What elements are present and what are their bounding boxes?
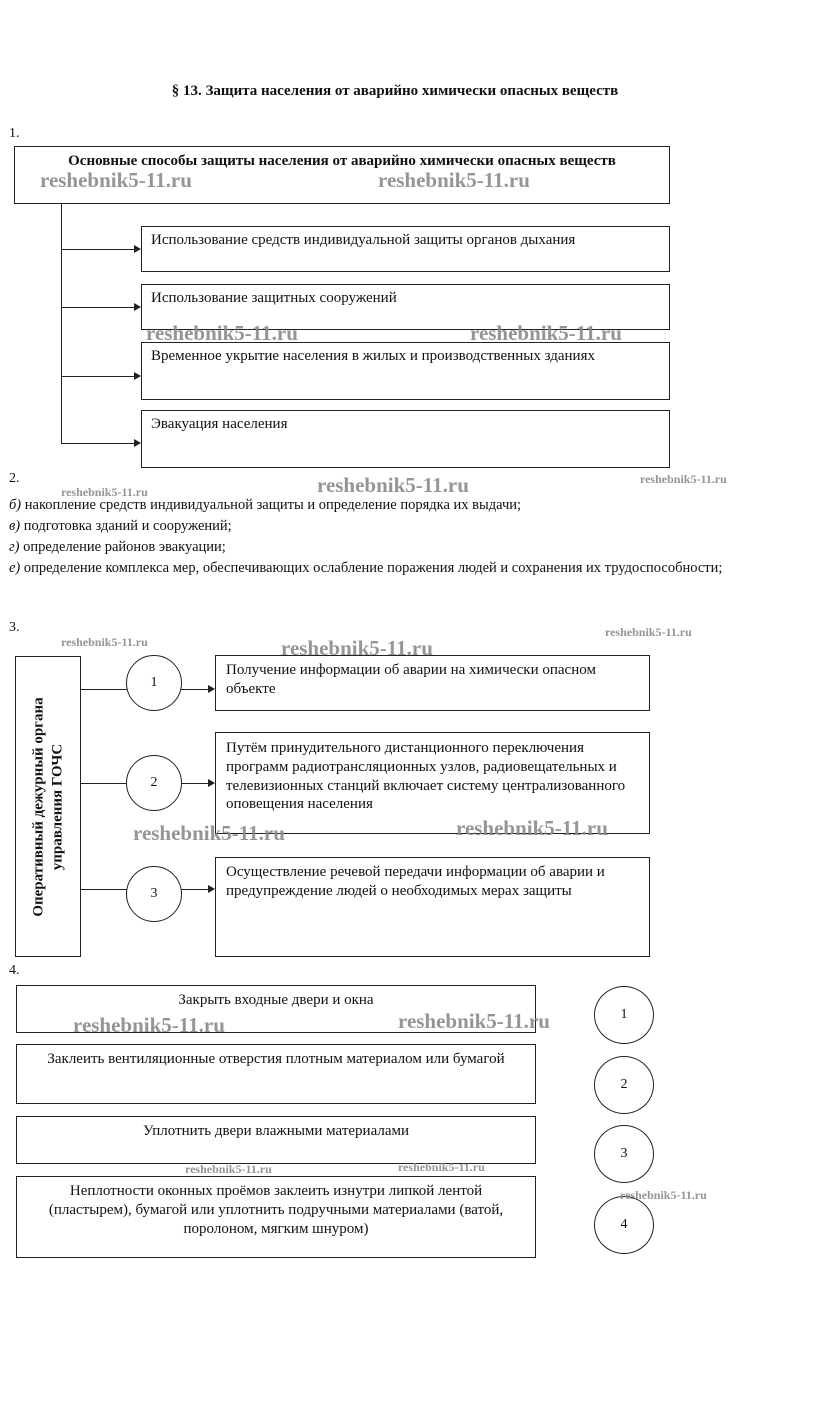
- arrow-icon: [134, 303, 141, 311]
- page-title: § 13. Защита населения от аварийно химически опасных веществ: [171, 83, 619, 99]
- arrow-icon: [208, 779, 215, 787]
- watermark: reshebnik5-11.ru: [456, 816, 608, 840]
- task1-item-4: Эвакуация населения: [141, 410, 670, 468]
- task3-side-label: Оперативный дежурный органа управления ГОЧС: [30, 696, 65, 917]
- list-item: в) подготовка зданий и сооружений;: [9, 518, 232, 534]
- task1-connector-2: [61, 307, 134, 308]
- task4-order-circle-2: 2: [594, 1056, 654, 1114]
- task3-step-3: Осуществление речевой передачи информации об аварии и предупреждение людей о необходимых мерах защиты: [215, 857, 650, 957]
- watermark: reshebnik5-11.ru: [317, 473, 469, 497]
- watermark: reshebnik5-11.ru: [605, 625, 692, 639]
- arrow-icon: [134, 439, 141, 447]
- list-item: е) определение комплекса мер, обеспечивающих ослабление поражения людей и сохранения их трудоспособности;: [9, 560, 723, 576]
- task1-connector-3: [61, 376, 134, 377]
- task4-order-circle-4: 4: [594, 1196, 654, 1254]
- task3-side-label-box: [15, 656, 81, 957]
- arrow-icon: [134, 245, 141, 253]
- task4-order-circle-3: 3: [594, 1125, 654, 1183]
- task1-item-3: Временное укрытие населения в жилых и производственных зданиях: [141, 342, 670, 400]
- watermark: reshebnik5-11.ru: [398, 1160, 485, 1174]
- task3-step-2: Путём принудительного дистанционного переключения программ радиотрансляционных узлов, радиовещательных и телевизионных станций включает систему централизованного оповещения населения: [215, 732, 650, 834]
- section-number-1: 1.: [9, 126, 20, 141]
- task1-header-box: Основные способы защиты населения от аварийно химически опасных веществ: [14, 146, 670, 204]
- task1-item-1: Использование средств индивидуальной защиты органов дыхания: [141, 226, 670, 272]
- task1-trunk-line: [61, 204, 62, 444]
- task1-connector-4: [61, 443, 134, 444]
- watermark: reshebnik5-11.ru: [133, 821, 285, 845]
- arrow-icon: [208, 885, 215, 893]
- list-item: б) накопление средств индивидуальной защиты и определение порядка их выдачи;: [9, 497, 522, 513]
- task3-step-circle-3: 3: [126, 866, 182, 922]
- task3-step-circle-2: 2: [126, 755, 182, 811]
- section-number-2: 2.: [9, 471, 20, 486]
- watermark: reshebnik5-11.ru: [470, 321, 622, 345]
- watermark: reshebnik5-11.ru: [61, 485, 148, 499]
- watermark: reshebnik5-11.ru: [73, 1013, 225, 1037]
- arrow-icon: [134, 372, 141, 380]
- watermark: reshebnik5-11.ru: [620, 1188, 707, 1202]
- watermark: reshebnik5-11.ru: [40, 168, 192, 192]
- arrow-icon: [208, 685, 215, 693]
- watermark: reshebnik5-11.ru: [146, 321, 298, 345]
- watermark: reshebnik5-11.ru: [398, 1009, 550, 1033]
- task1-connector-1: [61, 249, 134, 250]
- task2-list: [9, 495, 799, 579]
- section-number-4: 4.: [9, 963, 20, 978]
- task4-step-4: Неплотности оконных проёмов заклеить изнутри липкой лентой (пластырем), бумагой или уплотнить подручными материалами (ватой, поролоном, мягким шнуром): [16, 1176, 536, 1258]
- task1-item-2: Использование защитных сооружений: [141, 284, 670, 330]
- task4-step-2: Заклеить вентиляционные отверстия плотным материалом или бумагой: [16, 1044, 536, 1104]
- section-number-3: 3.: [9, 620, 20, 635]
- watermark: reshebnik5-11.ru: [378, 168, 530, 192]
- watermark: reshebnik5-11.ru: [185, 1162, 272, 1176]
- watermark: reshebnik5-11.ru: [61, 635, 148, 649]
- task4-order-circle-1: 1: [594, 986, 654, 1044]
- list-item: г) определение районов эвакуации;: [9, 539, 226, 555]
- task4-step-1: Закрыть входные двери и окна: [16, 985, 536, 1033]
- task4-step-3: Уплотнить двери влажными материалами: [16, 1116, 536, 1164]
- watermark: reshebnik5-11.ru: [640, 472, 727, 486]
- task3-step-1: Получение информации об аварии на химически опасном объекте: [215, 655, 650, 711]
- task3-step-circle-1: 1: [126, 655, 182, 711]
- watermark: reshebnik5-11.ru: [281, 636, 433, 660]
